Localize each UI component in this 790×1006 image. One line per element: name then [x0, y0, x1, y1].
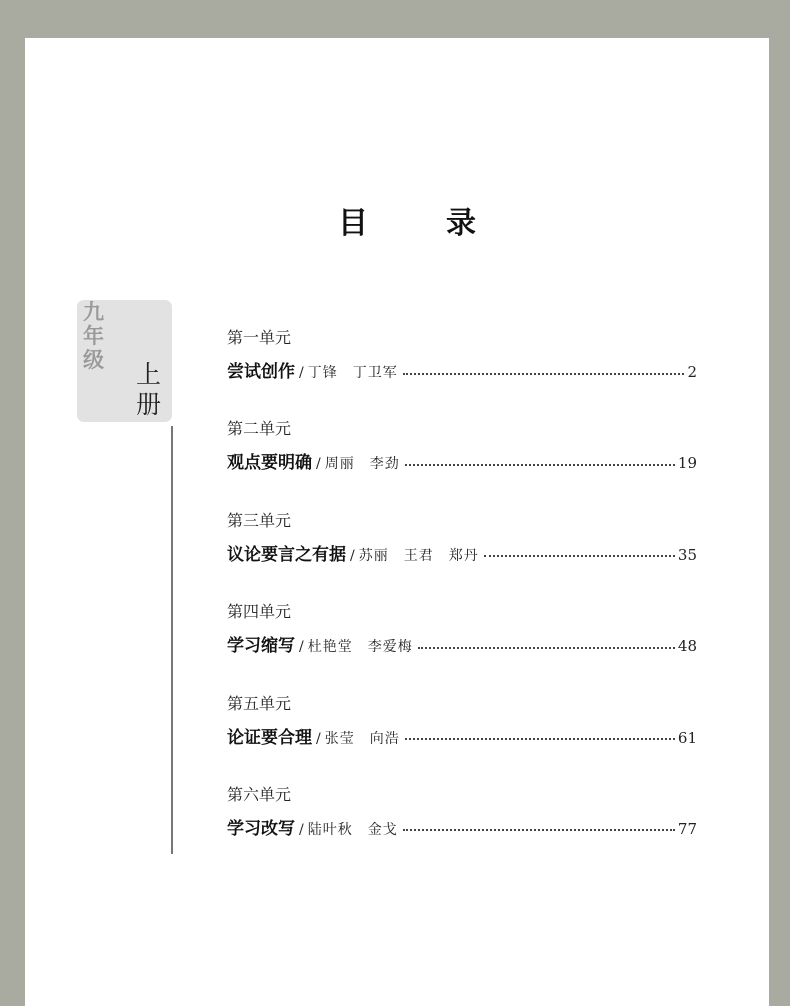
page-number: 48 — [677, 637, 697, 656]
authors: 杜艳堂 李爱梅 — [307, 639, 413, 656]
grade-tab — [77, 300, 172, 422]
unit-label: 第三单元 — [227, 510, 292, 530]
authors: 张莹 向浩 — [324, 730, 400, 747]
toc-entry[interactable] — [227, 785, 697, 876]
separator: / — [316, 730, 321, 747]
unit-label: 第六单元 — [227, 784, 292, 804]
separator: / — [316, 456, 321, 473]
table-of-contents — [227, 328, 697, 876]
book-page — [25, 38, 769, 1006]
dot-leader — [484, 555, 675, 557]
authors: 丁锋 丁卫军 — [307, 365, 398, 381]
toc-line — [227, 448, 697, 473]
page-number: 61 — [677, 728, 697, 747]
chapter-title: 议论要言之有据 — [227, 544, 346, 565]
unit-label: 第四单元 — [227, 602, 292, 622]
toc-entry[interactable] — [227, 602, 697, 693]
toc-entry[interactable] — [227, 511, 697, 602]
volume-label: 上册 — [136, 360, 162, 419]
chapter-title: 学习改写 — [227, 818, 295, 839]
toc-line — [227, 723, 697, 748]
separator: / — [299, 821, 304, 838]
authors: 苏丽 王君 郑丹 — [358, 547, 479, 564]
separator: / — [299, 639, 304, 656]
page-title: 目 录 — [338, 206, 500, 241]
dot-leader — [418, 647, 675, 649]
grade-label: 九年级 — [83, 300, 104, 372]
chapter-title: 论证要合理 — [227, 727, 312, 748]
toc-line — [227, 631, 697, 656]
unit-label: 第二单元 — [227, 419, 292, 439]
dot-leader — [403, 373, 685, 375]
toc-entry[interactable] — [227, 328, 697, 419]
toc-entry[interactable] — [227, 694, 697, 785]
separator: / — [299, 365, 304, 381]
dot-leader — [403, 829, 675, 831]
authors: 陆叶秋 金戈 — [307, 821, 398, 838]
toc-line — [227, 814, 697, 839]
chapter-title: 尝试创作 — [227, 362, 295, 382]
dot-leader — [405, 464, 675, 466]
chapter-title: 学习缩写 — [227, 636, 295, 657]
page-number: 77 — [677, 819, 697, 838]
page-number: 35 — [677, 545, 697, 564]
dot-leader — [405, 738, 675, 740]
page-number: 2 — [687, 363, 697, 381]
unit-label: 第一单元 — [227, 328, 292, 347]
toc-line — [227, 540, 697, 565]
separator: / — [350, 547, 355, 564]
page-number: 19 — [677, 454, 697, 473]
toc-line — [227, 357, 697, 382]
unit-label: 第五单元 — [227, 693, 292, 713]
authors: 周丽 李劲 — [324, 456, 400, 473]
chapter-title: 观点要明确 — [227, 453, 312, 474]
toc-entry[interactable] — [227, 419, 697, 510]
margin-rule — [171, 426, 173, 854]
